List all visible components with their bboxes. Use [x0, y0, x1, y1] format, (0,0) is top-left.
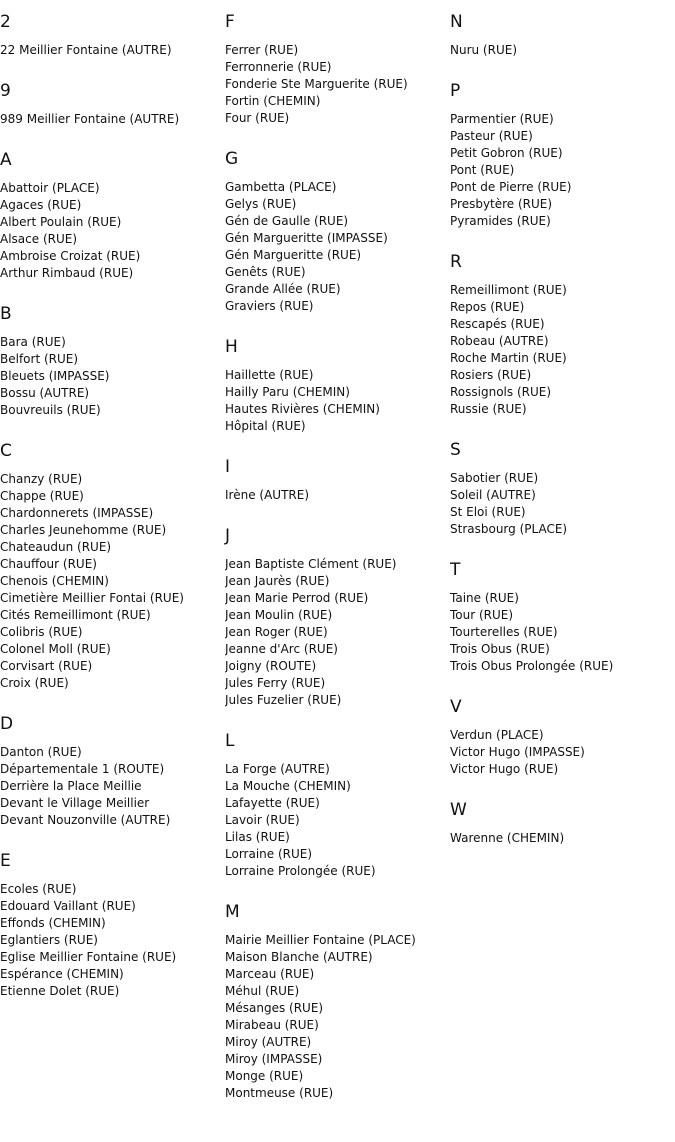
section-letter-heading: I: [225, 457, 231, 477]
street-name: Danton (RUE): [0, 745, 82, 759]
street-name: Victor Hugo (IMPASSE): [450, 745, 585, 759]
street-list: [450, 470, 675, 538]
street-name: Derrière la Place Meillie: [0, 779, 142, 793]
section-letter-heading: D: [0, 714, 14, 734]
street-name: Lorraine Prolongée (RUE): [225, 864, 376, 878]
street-name: Chenois (CHEMIN): [0, 574, 109, 588]
street-name: Jules Ferry (RUE): [225, 676, 326, 690]
section-letter-heading: L: [225, 731, 235, 751]
street-name: Pont de Pierre (RUE): [450, 180, 572, 194]
street-list: [0, 334, 225, 419]
street-name: Charles Jeunehomme (RUE): [0, 523, 167, 537]
street-list: [225, 367, 450, 435]
letter-section: [450, 12, 675, 59]
street-name: Chappe (RUE): [0, 489, 84, 503]
street-name: Jean Roger (RUE): [225, 625, 328, 639]
street-name: Croix (RUE): [0, 676, 69, 690]
section-letter-heading: V: [450, 697, 462, 717]
street-name: Parmentier (RUE): [450, 112, 554, 126]
letter-section: [225, 457, 450, 504]
street-name: Ferronnerie (RUE): [225, 60, 332, 74]
street-name: Lorraine (RUE): [225, 847, 313, 861]
street-list: [450, 42, 675, 59]
street-name: Etienne Dolet (RUE): [0, 984, 120, 998]
street-name: Genêts (RUE): [225, 265, 306, 279]
street-name: Ferrer (RUE): [225, 43, 299, 57]
section-letter-heading: J: [225, 526, 231, 546]
street-name: Bossu (AUTRE): [0, 386, 90, 400]
letter-section: [450, 800, 675, 847]
street-name: Bara (RUE): [0, 335, 66, 349]
street-name: Hautes Rivières (CHEMIN): [225, 402, 380, 416]
street-name: Remeillimont (RUE): [450, 283, 567, 297]
street-name: Montmeuse (RUE): [225, 1086, 334, 1100]
letter-section: [0, 304, 225, 419]
street-name: Eglise Meillier Fontaine (RUE): [0, 950, 177, 964]
letter-section: [225, 526, 450, 709]
letter-section: [0, 441, 225, 692]
street-name: 989 Meillier Fontaine (AUTRE): [0, 112, 180, 126]
section-letter-heading: 9: [0, 81, 11, 101]
letter-section: [225, 12, 450, 127]
street-name: Chanzy (RUE): [0, 472, 83, 486]
street-name: Petit Gobron (RUE): [450, 146, 563, 160]
street-name: Miroy (AUTRE): [225, 1035, 312, 1049]
street-list: [450, 830, 675, 847]
street-name: Abattoir (PLACE): [0, 181, 100, 195]
section-letter-heading: G: [225, 149, 239, 169]
street-name: Gelys (RUE): [225, 197, 297, 211]
street-name: Presbytère (RUE): [450, 197, 553, 211]
index-column: [450, 0, 675, 869]
section-letter-heading: R: [450, 252, 462, 272]
section-letter-heading: S: [450, 440, 461, 460]
street-name: Nuru (RUE): [450, 43, 518, 57]
street-name: Marceau (RUE): [225, 967, 315, 981]
street-name: Tour (RUE): [450, 608, 514, 622]
street-name: Chateaudun (RUE): [0, 540, 112, 554]
street-name: Gén Margueritte (IMPASSE): [225, 231, 388, 245]
street-list: [0, 744, 225, 829]
letter-section: [0, 851, 225, 1000]
street-name: Eglantiers (RUE): [0, 933, 98, 947]
street-name: Gén Margueritte (RUE): [225, 248, 362, 262]
letter-section: [0, 12, 225, 59]
street-name: Arthur Rimbaud (RUE): [0, 266, 134, 280]
letter-section: [450, 81, 675, 230]
street-list: [0, 42, 225, 59]
street-name: Rescapés (RUE): [450, 317, 545, 331]
street-name: Espérance (CHEMIN): [0, 967, 124, 981]
street-name: Edouard Vaillant (RUE): [0, 899, 136, 913]
letter-section: [225, 149, 450, 315]
street-name: La Mouche (CHEMIN): [225, 779, 351, 793]
street-name: Hailly Paru (CHEMIN): [225, 385, 350, 399]
street-name: Bleuets (IMPASSE): [0, 369, 110, 383]
street-list: [225, 556, 450, 709]
section-letter-heading: W: [450, 800, 467, 820]
street-list: [225, 42, 450, 127]
street-name: Belfort (RUE): [0, 352, 79, 366]
street-name: Hôpital (RUE): [225, 419, 306, 433]
street-list: [0, 111, 225, 128]
street-name: Graviers (RUE): [225, 299, 314, 313]
street-name: Albert Poulain (RUE): [0, 215, 122, 229]
street-name: Lilas (RUE): [225, 830, 290, 844]
street-name: Russie (RUE): [450, 402, 527, 416]
street-name: Cités Remeillimont (RUE): [0, 608, 151, 622]
street-name: Grande Allée (RUE): [225, 282, 341, 296]
street-list: [0, 180, 225, 282]
letter-section: [0, 81, 225, 128]
letter-section: [225, 902, 450, 1102]
street-name: Repos (RUE): [450, 300, 525, 314]
section-letter-heading: P: [450, 81, 461, 101]
street-list: [450, 282, 675, 418]
street-name: Trois Obus Prolongée (RUE): [450, 659, 614, 673]
street-name: 22 Meillier Fontaine (AUTRE): [0, 43, 172, 57]
street-name: Chardonnerets (IMPASSE): [0, 506, 154, 520]
street-name: Gambetta (PLACE): [225, 180, 337, 194]
street-name: Jean Baptiste Clément (RUE): [225, 557, 397, 571]
street-name: Soleil (AUTRE): [450, 488, 536, 502]
street-name: Tourterelles (RUE): [450, 625, 558, 639]
street-name: Irène (AUTRE): [225, 488, 309, 502]
street-list: [0, 471, 225, 692]
section-letter-heading: N: [450, 12, 463, 32]
street-name: Mirabeau (RUE): [225, 1018, 319, 1032]
street-name: Devant le Village Meillier: [0, 796, 150, 810]
street-name: Rossignols (RUE): [450, 385, 552, 399]
street-name: Corvisart (RUE): [0, 659, 93, 673]
street-name: Maison Blanche (AUTRE): [225, 950, 373, 964]
section-letter-heading: M: [225, 902, 240, 922]
street-list: [225, 179, 450, 315]
street-name: Pyramides (RUE): [450, 214, 551, 228]
street-list: [450, 111, 675, 230]
street-name: Trois Obus (RUE): [450, 642, 550, 656]
street-name: Alsace (RUE): [0, 232, 78, 246]
street-name: Ecoles (RUE): [0, 882, 77, 896]
street-list: [225, 932, 450, 1102]
street-name: La Forge (AUTRE): [225, 762, 330, 776]
letter-section: [225, 337, 450, 435]
street-name: Monge (RUE): [225, 1069, 304, 1083]
street-list: [450, 590, 675, 675]
letter-section: [450, 560, 675, 675]
street-name: Devant Nouzonville (AUTRE): [0, 813, 171, 827]
index-column: [0, 0, 225, 1022]
street-name: Cimetière Meillier Fontai (RUE): [0, 591, 184, 605]
street-name: St Eloi (RUE): [450, 505, 526, 519]
street-name: Effonds (CHEMIN): [0, 916, 106, 930]
street-list: [225, 761, 450, 880]
street-name: Jean Moulin (RUE): [225, 608, 333, 622]
street-name: Four (RUE): [225, 111, 290, 125]
street-name: Fonderie Ste Marguerite (RUE): [225, 77, 408, 91]
letter-section: [450, 440, 675, 538]
street-name: Jean Jaurès (RUE): [225, 574, 330, 588]
street-name: Jeanne d'Arc (RUE): [225, 642, 338, 656]
street-name: Victor Hugo (RUE): [450, 762, 559, 776]
section-letter-heading: E: [0, 851, 11, 871]
index-column: [225, 0, 450, 1124]
street-name: Fortin (CHEMIN): [225, 94, 321, 108]
street-name: Warenne (CHEMIN): [450, 831, 565, 845]
street-name: Roche Martin (RUE): [450, 351, 567, 365]
street-name: Colibris (RUE): [0, 625, 83, 639]
street-name: Strasbourg (PLACE): [450, 522, 568, 536]
street-name: Bouvreuils (RUE): [0, 403, 101, 417]
letter-section: [0, 714, 225, 829]
street-name: Lavoir (RUE): [225, 813, 300, 827]
street-name: Chauffour (RUE): [0, 557, 97, 571]
street-name: Lafayette (RUE): [225, 796, 320, 810]
street-name: Verdun (PLACE): [450, 728, 544, 742]
section-letter-heading: C: [0, 441, 12, 461]
section-letter-heading: 2: [0, 12, 11, 32]
street-name: Ambroise Croizat (RUE): [0, 249, 141, 263]
street-name: Pasteur (RUE): [450, 129, 533, 143]
section-letter-heading: A: [0, 150, 12, 170]
letter-section: [450, 252, 675, 418]
street-name: Gén de Gaulle (RUE): [225, 214, 349, 228]
street-name: Robeau (AUTRE): [450, 334, 549, 348]
letter-section: [0, 150, 225, 282]
street-name: Colonel Moll (RUE): [0, 642, 111, 656]
section-letter-heading: H: [225, 337, 238, 357]
street-name: Taine (RUE): [450, 591, 519, 605]
street-list: [450, 727, 675, 778]
street-name: Jean Marie Perrod (RUE): [225, 591, 369, 605]
section-letter-heading: B: [0, 304, 12, 324]
letter-section: [450, 697, 675, 778]
street-name: Agaces (RUE): [0, 198, 82, 212]
street-name: Pont (RUE): [450, 163, 515, 177]
section-letter-heading: F: [225, 12, 235, 32]
street-name: Sabotier (RUE): [450, 471, 539, 485]
street-list: [225, 487, 450, 504]
street-name: Miroy (IMPASSE): [225, 1052, 323, 1066]
street-list: [0, 881, 225, 1000]
street-name: Méhul (RUE): [225, 984, 300, 998]
letter-section: [225, 731, 450, 880]
street-name: Mésanges (RUE): [225, 1001, 324, 1015]
street-name: Mairie Meillier Fontaine (PLACE): [225, 933, 416, 947]
street-name: Rosiers (RUE): [450, 368, 532, 382]
street-name: Jules Fuzelier (RUE): [225, 693, 342, 707]
street-name: Joigny (ROUTE): [225, 659, 317, 673]
section-letter-heading: T: [450, 560, 461, 580]
street-name: Haillette (RUE): [225, 368, 314, 382]
street-name: Départementale 1 (ROUTE): [0, 762, 165, 776]
